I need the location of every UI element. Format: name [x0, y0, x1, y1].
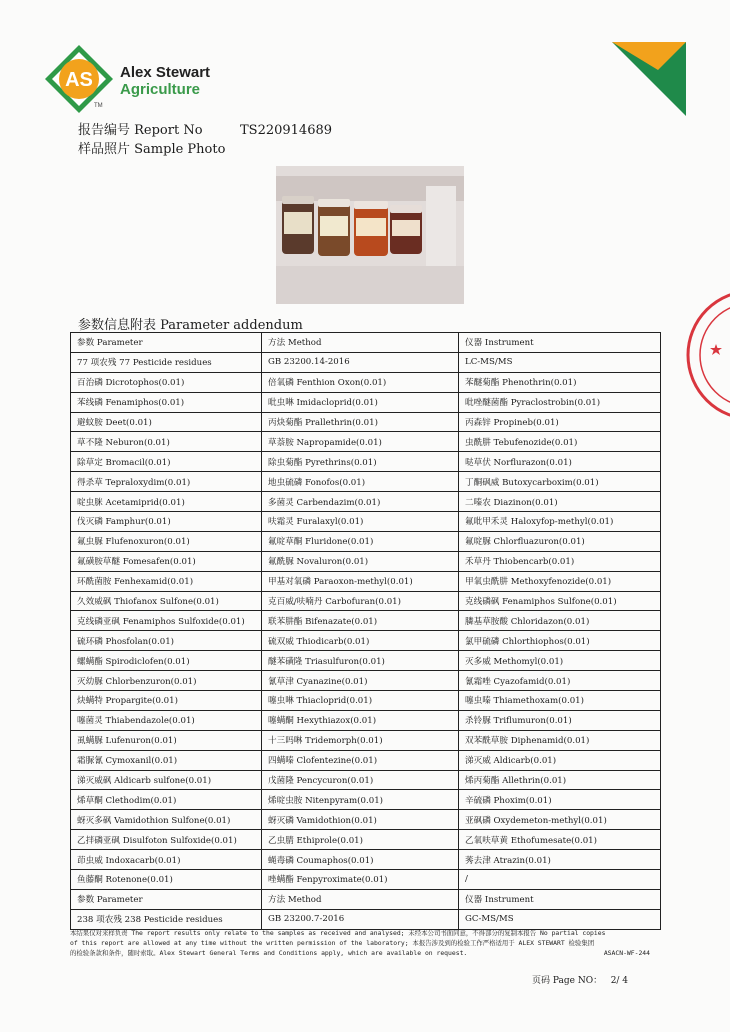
- table-row: [71, 432, 661, 452]
- table-cell: 草萘胺 Napropamide(0.01): [262, 432, 459, 452]
- table-row: [71, 850, 661, 870]
- table-row: [71, 352, 661, 372]
- table-cell: 氟吡甲禾灵 Haloxyfop-methyl(0.01): [459, 512, 661, 532]
- table-cell: 烯丙菊酯 Allethrin(0.01): [459, 770, 661, 790]
- table-cell: 氟啶草酮 Fluridone(0.01): [262, 531, 459, 551]
- table-cell: 仪器 Instrument: [459, 333, 661, 353]
- table-row: [71, 571, 661, 591]
- table-cell: 伐灭磷 Famphur(0.01): [71, 512, 262, 532]
- table-cell: 灭多威 Methomyl(0.01): [459, 651, 661, 671]
- disclaimer-line-1: 本结果仅对来样负责 The report results only relate to the samples as received and analysed; 未经本公司书面同意，不得部分的复制本报告 No partial copies: [70, 929, 606, 937]
- table-cell: 四螨嗪 Clofentezine(0.01): [262, 750, 459, 770]
- table-cell: 丙炔菊酯 Prallethrin(0.01): [262, 412, 459, 432]
- page-number: [532, 973, 628, 986]
- table-cell: 炔螨特 Propargite(0.01): [71, 691, 262, 711]
- table-cell: 参数 Parameter: [71, 333, 262, 353]
- brand-line2: Agriculture: [120, 81, 201, 98]
- table-row: [71, 810, 661, 830]
- table-row: [71, 770, 661, 790]
- table-row: [71, 651, 661, 671]
- table-row: [71, 472, 661, 492]
- report-number-row: [78, 123, 333, 139]
- table-row: [71, 631, 661, 651]
- table-cell: 丙森锌 Propineb(0.01): [459, 412, 661, 432]
- table-row: [71, 531, 661, 551]
- table-cell: 77 项农残 77 Pesticide residues: [71, 352, 262, 372]
- table-cell: 螺螨酯 Spirodiclofen(0.01): [71, 651, 262, 671]
- table-cell: 氟啶脲 Chlorfluazuron(0.01): [459, 531, 661, 551]
- table-row: [71, 611, 661, 631]
- table-cell: 丁酮砜威 Butoxycarboxim(0.01): [459, 472, 661, 492]
- table-cell: 仪器 Instrument: [459, 889, 661, 909]
- table-row: [71, 671, 661, 691]
- brand-line1: Alex Stewart: [120, 64, 211, 81]
- table-cell: 灭幼脲 Chlorbenzuron(0.01): [71, 671, 262, 691]
- table-cell: 虱螨脲 Lufenuron(0.01): [71, 730, 262, 750]
- disclaimer-footer: [70, 928, 650, 958]
- table-row: [71, 870, 661, 890]
- table-cell: 氟虫脲 Flufenoxuron(0.01): [71, 531, 262, 551]
- table-cell: 噻虫嗪 Thiamethoxam(0.01): [459, 691, 661, 711]
- form-code: ASACN-WF-244: [603, 949, 650, 957]
- sample-photo: [276, 166, 464, 304]
- table-cell: 戊菌隆 Pencycuron(0.01): [262, 770, 459, 790]
- inspection-stamp-icon: [680, 285, 730, 425]
- table-row: [71, 830, 661, 850]
- table-row: [71, 591, 661, 611]
- table-cell: 哒草伏 Norflurazon(0.01): [459, 452, 661, 472]
- table-cell: 吡唑醚菌酯 Pyraclostrobin(0.01): [459, 392, 661, 412]
- table-cell: 乙虫腈 Ethiprole(0.01): [262, 830, 459, 850]
- table-row: [71, 392, 661, 412]
- page-number-value: 2/ 4: [610, 976, 629, 986]
- table-cell: /: [459, 870, 661, 890]
- table-cell: 虫酰肼 Tebufenozide(0.01): [459, 432, 661, 452]
- table-cell: 苯醚菊酯 Phenothrin(0.01): [459, 372, 661, 392]
- table-cell: 呋霜灵 Furalaxyl(0.01): [262, 512, 459, 532]
- table-cell: 茚虫威 Indoxacarb(0.01): [71, 850, 262, 870]
- table-row: [71, 691, 661, 711]
- table-cell: 膦基草胺酸 Chloridazon(0.01): [459, 611, 661, 631]
- table-cell: 除虫菊酯 Pyrethrins(0.01): [262, 452, 459, 472]
- table-cell: 唑螨酯 Fenpyroximate(0.01): [262, 870, 459, 890]
- table-cell: GB 23200.14-2016: [262, 352, 459, 372]
- table-cell: 十三吗啉 Tridemorph(0.01): [262, 730, 459, 750]
- section-title: 参数信息附表 Parameter addendum: [78, 318, 303, 333]
- table-cell: 氟酰脲 Novaluron(0.01): [262, 551, 459, 571]
- table-cell: 除草定 Bromacil(0.01): [71, 452, 262, 472]
- table-cell: 苯线磷 Fenamiphos(0.01): [71, 392, 262, 412]
- table-cell: 甲基对氧磷 Paraoxon-methyl(0.01): [262, 571, 459, 591]
- table-cell: 参数 Parameter: [71, 889, 262, 909]
- table-cell: 联苯肼酯 Bifenazate(0.01): [262, 611, 459, 631]
- table-cell: 久效威砜 Thiofanox Sulfone(0.01): [71, 591, 262, 611]
- table-cell: 噻螨酮 Hexythiazox(0.01): [262, 710, 459, 730]
- trademark-mark: TM: [94, 103, 103, 109]
- table-cell: 克线磷砜 Fenamiphos Sulfone(0.01): [459, 591, 661, 611]
- table-cell: 避蚊胺 Deet(0.01): [71, 412, 262, 432]
- table-cell: 乙拌磷亚砜 Disulfoton Sulfoxide(0.01): [71, 830, 262, 850]
- table-row: [71, 333, 661, 353]
- table-cell: 氰草津 Cyanazine(0.01): [262, 671, 459, 691]
- table-cell: 甲氧虫酰肼 Methoxyfenozide(0.01): [459, 571, 661, 591]
- table-cell: 蚜灭多砜 Vamidothion Sulfone(0.01): [71, 810, 262, 830]
- table-row: [71, 710, 661, 730]
- table-cell: 烯啶虫胺 Nitenpyram(0.01): [262, 790, 459, 810]
- parameter-table: [70, 332, 661, 930]
- report-number-label: 报告编号 Report No: [78, 123, 203, 138]
- table-cell: 蝇毒磷 Coumaphos(0.01): [262, 850, 459, 870]
- table-cell: LC-MS/MS: [459, 352, 661, 372]
- table-cell: 吡虫啉 Imidacloprid(0.01): [262, 392, 459, 412]
- disclaimer-line-3: 的检验条款和条件，随时索取。Alex Stewart General Terms and Conditions apply, which are available on request.: [70, 949, 468, 957]
- table-cell: 莠去津 Atrazin(0.01): [459, 850, 661, 870]
- report-number-value: TS220914689: [240, 123, 333, 138]
- table-cell: 杀铃脲 Triflumuron(0.01): [459, 710, 661, 730]
- table-cell: 涕灭威砜 Aldicarb sulfone(0.01): [71, 770, 262, 790]
- table-row: [71, 790, 661, 810]
- table-cell: 亚砜磷 Oxydemeton-methyl(0.01): [459, 810, 661, 830]
- table-cell: 238 项农残 238 Pesticide residues: [71, 909, 262, 929]
- table-cell: 鱼藤酮 Rotenone(0.01): [71, 870, 262, 890]
- table-cell: 辛硫磷 Phoxim(0.01): [459, 790, 661, 810]
- sample-photo-label: 样品照片 Sample Photo: [78, 142, 226, 157]
- table-cell: GB 23200.7-2016: [262, 909, 459, 929]
- table-row: [71, 512, 661, 532]
- table-cell: 氟磺胺草醚 Fomesafen(0.01): [71, 551, 262, 571]
- table-row: [71, 452, 661, 472]
- table-row: [71, 909, 661, 929]
- table-cell: 蚜灭磷 Vamidothion(0.01): [262, 810, 459, 830]
- table-cell: 涕灭威 Aldicarb(0.01): [459, 750, 661, 770]
- table-cell: 草不隆 Neburon(0.01): [71, 432, 262, 452]
- page-number-label: 页码 Page NO：: [532, 976, 603, 986]
- table-cell: 百治磷 Dicrotophos(0.01): [71, 372, 262, 392]
- table-cell: 环酰菌胺 Fenhexamid(0.01): [71, 571, 262, 591]
- table-cell: 禾草丹 Thiobencarb(0.01): [459, 551, 661, 571]
- table-cell: 方法 Method: [262, 889, 459, 909]
- disclaimer-line-2: of this report are allowed at any time without the written permission of the laboratory; 本报告涉及到的检验工作严格适用于 ALEX STEWART 检验集团: [70, 939, 595, 947]
- table-row: [71, 730, 661, 750]
- table-row: [71, 750, 661, 770]
- table-cell: GC-MS/MS: [459, 909, 661, 929]
- table-cell: 啶虫脒 Acetamiprid(0.01): [71, 492, 262, 512]
- table-cell: 噻虫啉 Thiacloprid(0.01): [262, 691, 459, 711]
- corner-decoration-icon: [612, 42, 686, 116]
- table-cell: 双苯酰草胺 Diphenamid(0.01): [459, 730, 661, 750]
- table-row: [71, 551, 661, 571]
- table-cell: 克百威/呋喃丹 Carbofuran(0.01): [262, 591, 459, 611]
- brand-name: [120, 64, 210, 98]
- table-cell: 乙氧呋草黄 Ethofumesate(0.01): [459, 830, 661, 850]
- table-cell: 氰霜唑 Cyazofamid(0.01): [459, 671, 661, 691]
- table-cell: 二嗪农 Diazinon(0.01): [459, 492, 661, 512]
- table-row: [71, 492, 661, 512]
- table-cell: 醚苯磺隆 Triasulfuron(0.01): [262, 651, 459, 671]
- table-row: [71, 372, 661, 392]
- table-cell: 硫双威 Thiodicarb(0.01): [262, 631, 459, 651]
- table-cell: 得杀草 Tepraloxydim(0.01): [71, 472, 262, 492]
- table-cell: 倍氧磷 Fenthion Oxon(0.01): [262, 372, 459, 392]
- table-cell: 硫环磷 Phosfolan(0.01): [71, 631, 262, 651]
- table-cell: 方法 Method: [262, 333, 459, 353]
- table-cell: 多菌灵 Carbendazim(0.01): [262, 492, 459, 512]
- table-cell: 烯草酮 Clethodim(0.01): [71, 790, 262, 810]
- table-cell: 克线磷亚砜 Fenamiphos Sulfoxide(0.01): [71, 611, 262, 631]
- table-cell: 噻菌灵 Thiabendazole(0.01): [71, 710, 262, 730]
- table-cell: 氯甲硫磷 Chlorthiophos(0.01): [459, 631, 661, 651]
- table-cell: 霜脲氰 Cymoxanil(0.01): [71, 750, 262, 770]
- table-row: [71, 412, 661, 432]
- company-logo-icon: [44, 44, 114, 114]
- table-cell: 地虫硫磷 Fonofos(0.01): [262, 472, 459, 492]
- table-row: [71, 889, 661, 909]
- svg-text:AS: AS: [65, 69, 93, 91]
